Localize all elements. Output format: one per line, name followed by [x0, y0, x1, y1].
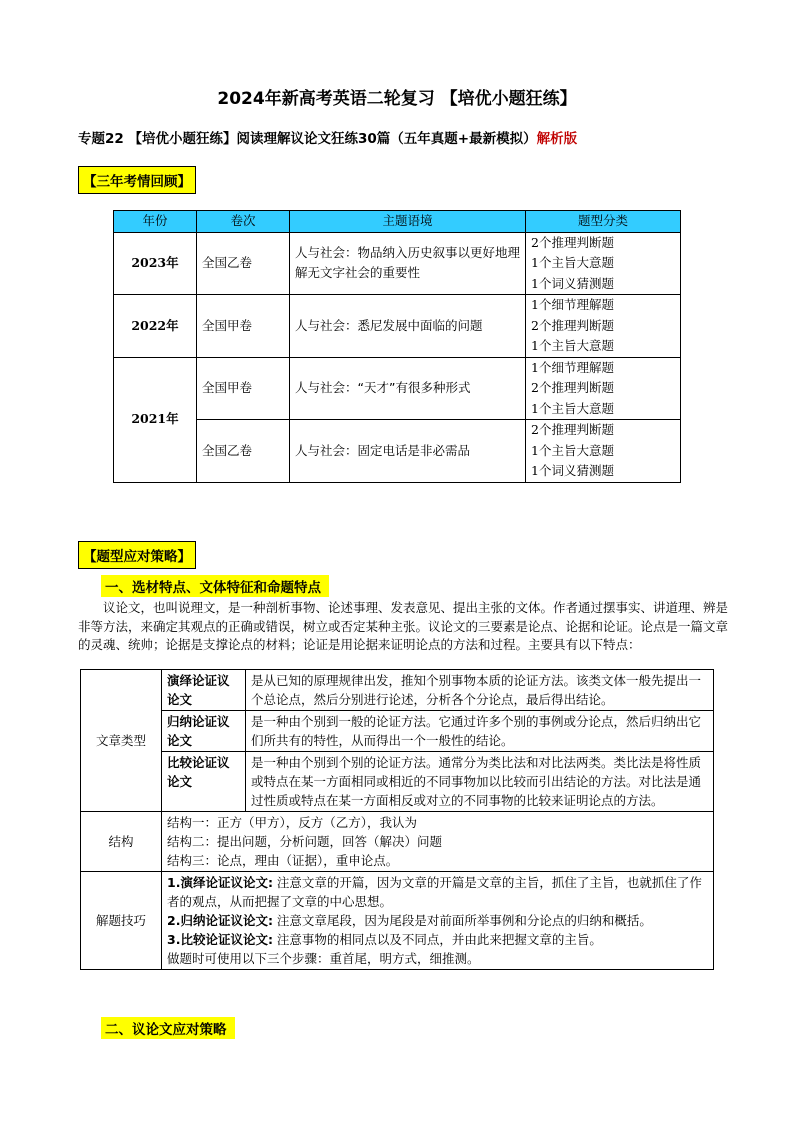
type-item: 1个词义猜测题	[531, 463, 614, 478]
section1-heading: 一、选材特点、文体特征和命题特点	[101, 575, 329, 597]
year-cell: 2022年	[114, 295, 197, 358]
tip-text: 注意文章的开篇，因为文章的开篇是文章的主旨，抓住了主旨，也就抓住了作者的观点，从而把握了文章的中心思想。	[167, 875, 702, 909]
theme-cell: 人与社会：固定电话是非必需品	[290, 420, 526, 483]
type-item: 1个细节理解题	[531, 359, 614, 375]
type-name-cell: 归纳论证议论文	[162, 711, 246, 752]
section-review-label: 【三年考情回顾】	[78, 166, 196, 194]
col-header: 年份	[114, 211, 197, 233]
section2-heading: 二、议论文应对策略	[101, 1017, 235, 1039]
type-item: 1个主旨大意题	[531, 442, 614, 458]
table-row	[81, 872, 714, 970]
types-cell	[526, 420, 681, 483]
type-item: 1个细节理解题	[531, 297, 614, 312]
type-item: 2个推理判断题	[531, 317, 614, 333]
table-row	[114, 420, 681, 483]
subtitle-main: 专题22 【培优小题狂练】阅读理解议论文狂练30篇（五年真题+最新模拟）	[78, 131, 537, 147]
type-item: 1个词义猜测题	[531, 275, 614, 291]
tip-text: 注意事物的相同点以及不同点，并由此来把握文章的主旨。	[272, 932, 602, 947]
types-cell	[526, 295, 681, 358]
tip-item	[167, 873, 708, 911]
year-cell: 2023年	[114, 232, 197, 295]
structure-line: 结构三：论点，理由（证据），重申论点。	[167, 853, 399, 868]
type-item: 2个推理判断题	[531, 380, 614, 395]
tip-item	[167, 930, 708, 949]
review-table-header	[114, 211, 681, 233]
table-row	[81, 812, 714, 872]
tip-last: 做题时可使用以下三个步骤：重首尾，明方式，细推测。	[167, 951, 480, 966]
paper-cell: 全国乙卷	[197, 420, 290, 483]
col-header: 题型分类	[526, 211, 681, 233]
theme-cell: 人与社会：悉尼发展中面临的问题	[290, 295, 526, 358]
table-row	[81, 670, 714, 711]
intro-paragraph: 议论文，也叫说理文，是一种剖析事物、论述事理、发表意见、提出主张的文体。作者通过摆事实、讲道理、辨是非等方法，来确定其观点的正确或错误，树立或否定某种主张。议论文的三要素是论点、论据和论证。论点是一篇文章的灵魂、统帅；论据是支撑论点的材料；论证是用论据来证明论点的方法和过程。主要具有以下特点：	[78, 600, 729, 652]
types-cell	[526, 232, 681, 295]
type-name-cell: 演绎论证议论文	[162, 670, 246, 711]
type-item: 2个推理判断题	[531, 422, 614, 437]
type-desc-cell: 是一种由个别到一般的论证方法。它通过许多个别的事例或分论点，然后归纳出它们所共有的特性，从而得出一个一般性的结论。	[246, 711, 714, 752]
table-row	[81, 711, 714, 752]
structure-label-cell: 结构	[81, 812, 162, 872]
tip-text: 注意文章尾段，因为尾段是对前面所举事例和分论点的归纳和概括。	[272, 913, 652, 928]
type-item: 1个主旨大意题	[531, 255, 614, 270]
tips-label-cell: 解题技巧	[81, 872, 162, 970]
section-strategy-label: 【题型应对策略】	[78, 541, 196, 569]
theme-cell: 人与社会：物品纳入历史叙事以更好地理解无文字社会的重要性	[290, 232, 526, 295]
table-row	[81, 752, 714, 812]
year-cell: 2021年	[114, 357, 197, 482]
page-subtitle	[78, 127, 577, 147]
table-row	[114, 357, 681, 420]
type-name-cell: 比较论证议论文	[162, 752, 246, 812]
structure-line: 结构一：正方（甲方），反方（乙方），我认为	[167, 815, 418, 830]
theme-cell: 人与社会：“天才”有很多种形式	[290, 357, 526, 420]
type-item: 1个主旨大意题	[531, 338, 614, 353]
paper-cell: 全国甲卷	[197, 295, 290, 358]
col-header: 主题语境	[290, 211, 526, 233]
structure-cell	[162, 812, 714, 872]
table-row	[114, 232, 681, 295]
tip-head: 1.演绎论证议论文:	[167, 875, 273, 890]
subtitle-red: 解析版	[536, 131, 578, 147]
tip-head: 3.比较论证议论文:	[167, 932, 273, 947]
type-item: 2个推理判断题	[531, 234, 614, 250]
type-item: 1个主旨大意题	[531, 400, 614, 416]
table-row	[114, 295, 681, 358]
col-header: 卷次	[197, 211, 290, 233]
type-desc-cell: 是从已知的原理规律出发，推知个别事物本质的论证方法。该类文体一般先提出一个总论点，然后分别进行论述，分析各个分论点，最后得出结论。	[246, 670, 714, 711]
tip-head: 2.归纳论证议论文:	[167, 913, 273, 928]
paper-cell: 全国乙卷	[197, 232, 290, 295]
strategy-table	[80, 669, 714, 970]
paper-cell: 全国甲卷	[197, 357, 290, 420]
review-table	[113, 210, 681, 483]
type-label-cell: 文章类型	[81, 670, 162, 812]
types-cell	[526, 357, 681, 420]
type-desc-cell: 是一种由个别到个别的论证方法。通常分为类比法和对比法两类。类比法是将性质或特点在某一方面相同或相近的不同事物加以比较而引出结论的方法。对比法是通过性质或特点在某一方面相反或对立的不同事物的比较来证明论点的方法。	[246, 752, 714, 812]
tips-cell	[162, 872, 714, 970]
tip-item	[167, 911, 708, 930]
page-title: 2024年新高考英语二轮复习 【培优小题狂练】	[217, 89, 577, 109]
structure-line: 结构二：提出问题，分析问题，回答（解决）问题	[167, 834, 443, 849]
